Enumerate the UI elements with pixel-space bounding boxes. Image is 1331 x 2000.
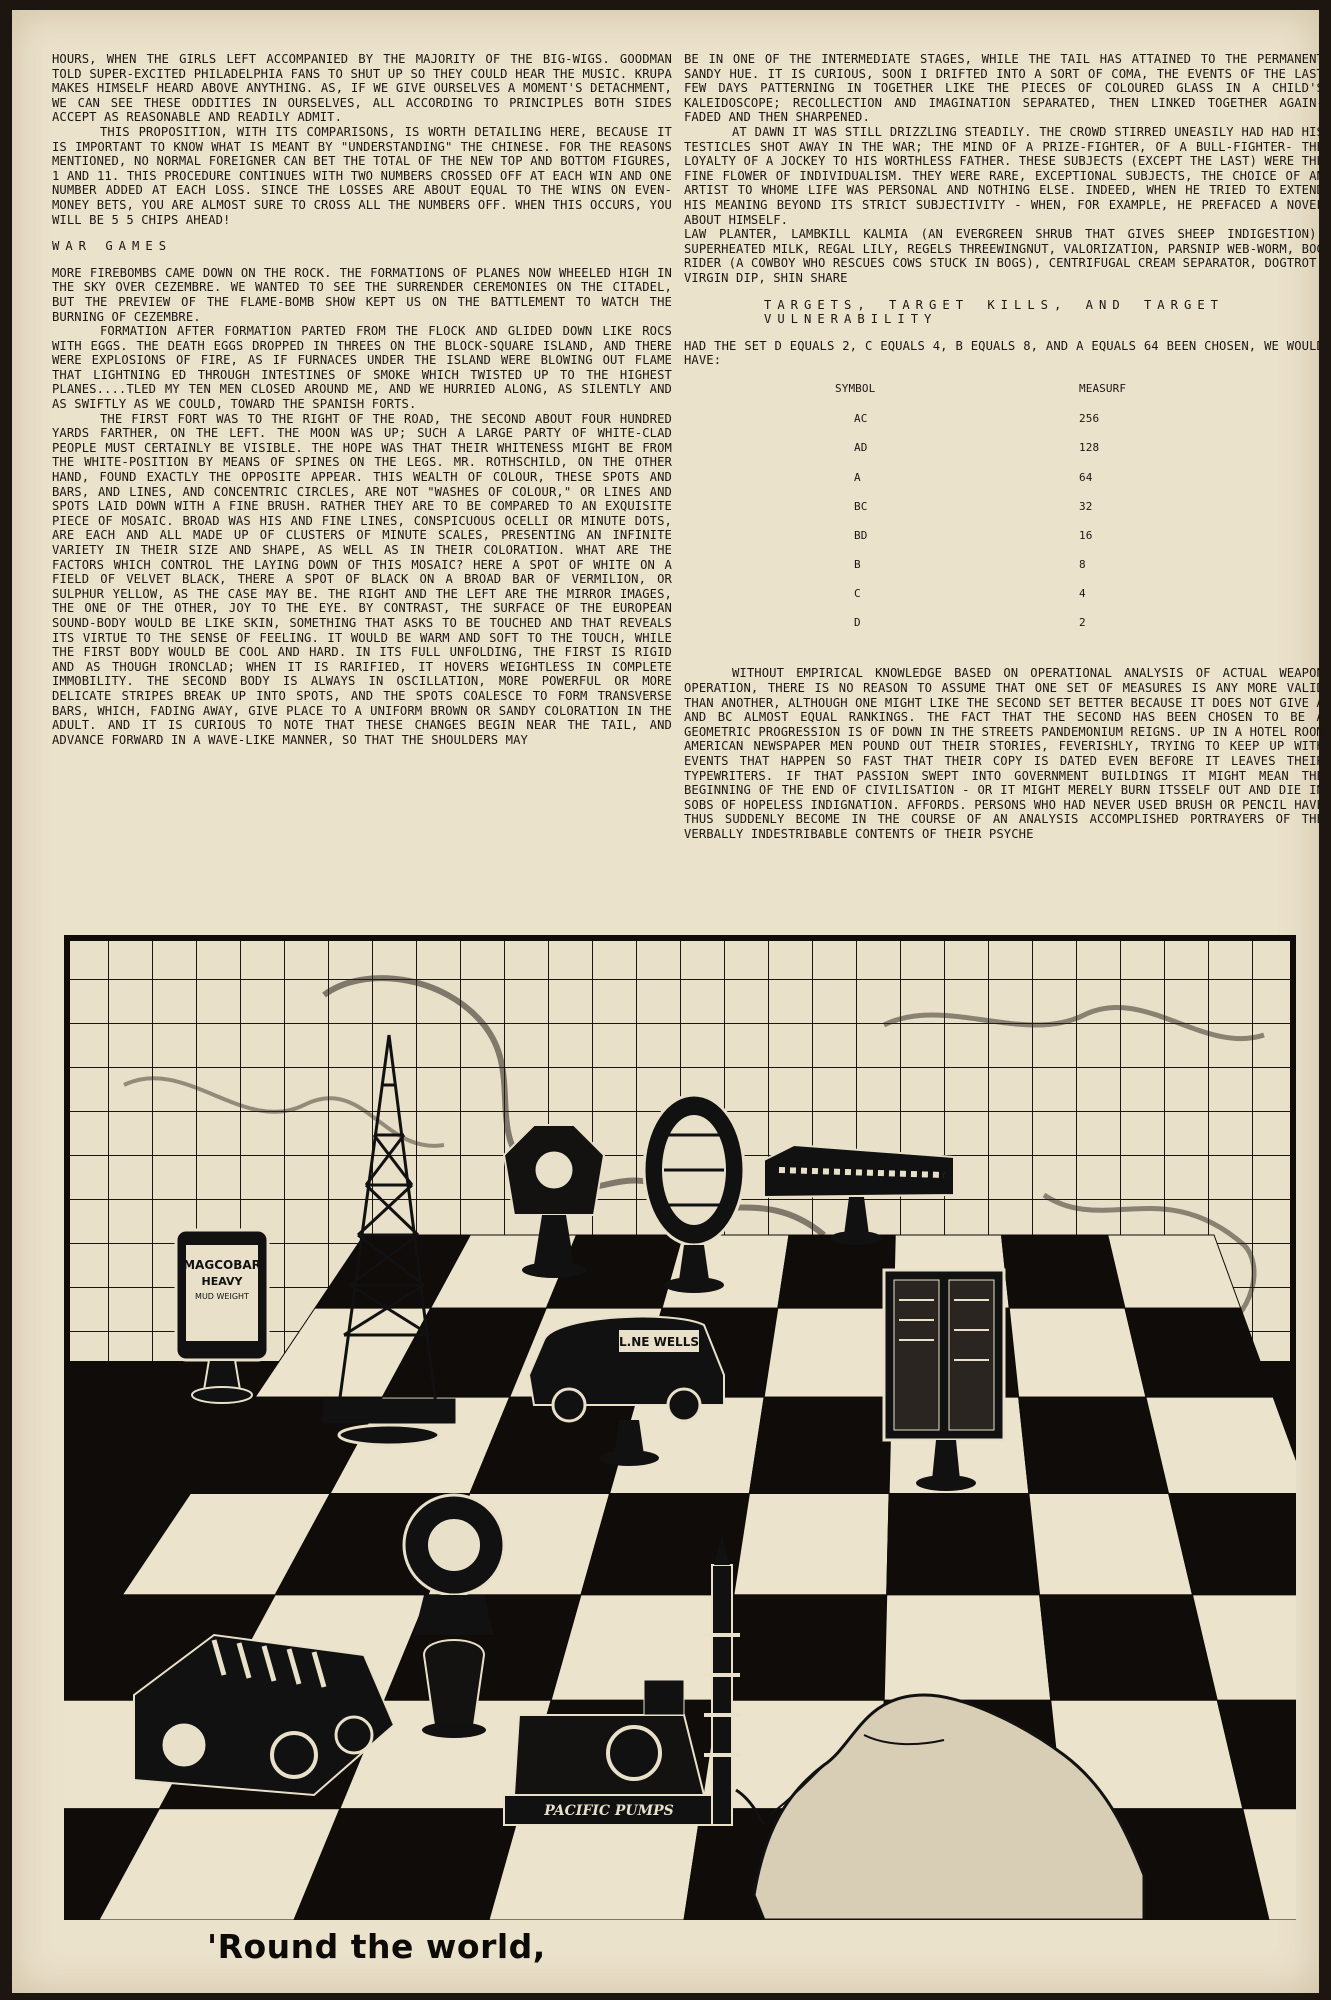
table-row (834, 551, 1127, 580)
paragraph: FORMATION AFTER FORMATION PARTED FROM THE FLOCK AND GLIDED DOWN LIKE ROCS WITH EGGS. THE DEATH EGGS DROPPED IN THREES ON THE BLOCK-SQUARE ISLAND, AND THERE WERE EXPLOSIONS OF FIRE, AS IF FURNACES UNDER THE ISLAND WERE BLOWING OUT FLAME THAT LIGHTNING ED THROUGH INTESTINES OF SMOKE WHICH TWISTED UP TO THE HIGHEST PLANES....TLED MY TEN MEN CLOSED AROUND ME, AND WE HURRIED ALONG, AS SILENTLY AND AS SWIFTLY AS WE COULD, TOWARD THE SPANISH FORTS. (52, 324, 672, 412)
page-sheet (12, 10, 1324, 1993)
paragraph: THIS PROPOSITION, WITH ITS COMPARISONS, IS WORTH DETAILING HERE, BECAUSE IT IS IMPORTANT TO KNOW WHAT IS MEANT BY "UNDERSTANDING" THE CHINESE. FOR THE REASONS MENTIONED, NO NORMAL FOREIGNER CAN BET THE TOTAL OF THE NEW TOP AND BOTTOM FIGURES, 1 AND 11. THIS PROCEDURE CONTINUES WITH TWO NUMBERS CROSSED OFF AT EACH WIN AND ONE NUMBER ADDED AT EACH LOSS. SINCE THE LOSSES ARE ABOUT EQUAL TO THE WINS ON EVEN-MONEY BETS, YOU ARE ALMOST SURE TO CROSS ALL THE NUMBERS OFF. WHEN THIS OCCURS, YOU WILL BE 5 5 CHIPS AHEAD! (52, 124, 672, 227)
column-header-symbol: SYMBOL (835, 381, 876, 395)
table-row (834, 463, 1127, 492)
paragraph: THE FIRST FORT WAS TO THE RIGHT OF THE ROAD, THE SECOND ABOUT FOUR HUNDRED YARDS FARTHER, ON THE LEFT. THE MOON WAS UP; SUCH A LARGE PARTY OF WHITE-CLAD PEOPLE MUST CERTAINLY BE VISIBLE. THE HOPE WAS THAT THEIR WHITENESS MIGHT BE FROM THE WHITE-POSITION BY MEANS OF SPINES ON THE LEGS. MR. ROTHSCHILD, ON THE OTHER HAND, FOUND EXACTLY THE OPPOSITE APPEAR. THIS WEALTH OF COLOUR, THESE SPOTS AND BARS, AND LINES, AND CONCENTRIC CIRCLES, ARE NOT "WASHES OF COLOUR," OR LINES AND SPOTS LAID DOWN WITH A FINE BRUSH. RATHER THEY ARE TO BE COMPARED TO AN EXQUISITE PIECE OF MOSAIC. BROAD WAS HIS AND FINE LINES, CONSPICUOUS OCELLI OR MINUTE DOTS, ARE EACH AND ALL MADE UP OF CLUSTERS OF MINUTE SCALES, PRESENTING AN INFINITE VARIETY IN THEIR SIZE AND SHAPE, AS WELL AS IN THEIR COLORATION. WHAT ARE THE FACTORS WHICH CONTROL THE LAYING DOWN OF THIS MOSAIC? HERE A SPOT OF WHITE ON A FIELD OF VELVET BLACK, THERE A SPOT OF BLACK ON A BROAD BAR OF VERMILION, OR SULPHUR YELLOW, AS THE CASE MAY BE. THE RIGHT AND THE LEFT ARE THE MIRROR IMAGES, THE ONE OF THE OTHER, JOY TO THE EYE. BY CONTRAST, THE SURFACE OF THE EUROPEAN SOUND-BODY WOULD BE LIKE SKIN, SOMETHING THAT ASKS TO BE TOUCHED AND THAT REVEALS ITS VIRTUE TO THE SENSE OF FEELING. IT WOULD BE WARM AND SOFT TO THE TOUCH, WHILE THE FIRST BODY WOULD BE COOL AND HARD. IN ITS FULL UNFOLDING, THE FIRST IS RIGID AND AS THOUGH IRONCLAD; WHEN IT IS RARIFIED, IT HOVERS WEIGHTLESS IN COMPLETE IMMOBILITY. THE SECOND BODY IS ALWAYS IN OSCILLATION, MORE POWERFUL OR MORE DELICATE STRIPES BREAK UP INTO SPOTS, AND THE SPOTS COALESCE TO FORM TRANSVERSE BARS, WHICH, FADING AWAY, GIVE PLACE TO A UNIFORM BROWN OR SANDY COLORATION IN THE ADULT. AND IT IS CURIOUS TO NOTE THAT THESE CHANGES BEGIN NEAR THE TAIL, AND ADVANCE FORWARD IN A WAVE-LIKE MANNER, SO THAT THE SHOULDERS MAY (52, 411, 672, 747)
measures-table-wrap (684, 376, 1324, 639)
table-row (834, 580, 1127, 609)
pump-plate-label: PACIFIC PUMPS (544, 1803, 674, 1819)
board-square (718, 1595, 887, 1700)
section-heading-targets: TARGETS, TARGET KILLS, AND TARGET VULNERABILITY (764, 297, 1224, 327)
measure-cell: 2 (1079, 616, 1086, 630)
table-row (834, 405, 1127, 434)
board-square (764, 1308, 893, 1397)
jar-label: MAGCOBAR (183, 1258, 261, 1272)
board-square (1029, 1494, 1193, 1595)
paragraph: BE IN ONE OF THE INTERMEDIATE STAGES, WHILE THE TAIL HAS ATTAINED TO THE PERMANENT SANDY HUE. IT IS CURIOUS, SOON I DRIFTED INTO A SORT OF COMA, THE EVENTS OF THE LAST FEW DAYS PATTERNING IN TOGETHER LIKE THE PIECES OF COLOURED GLASS IN A CHILD'S KALEIDOSCOPE; RECOLLECTION AND IMAGINATION SEPARATED, THEN LINKED TOGETHER AGAIN- FADED AND THEN SHARPENED. (684, 52, 1324, 125)
paragraph: LAW PLANTER, LAMBKILL KALMIA (AN EVERGREEN SHRUB THAT GIVES SHEEP INDIGESTION), SUPERHEATED MILK, REGAL LILY, REGELS THREEWINGNUT, VALORIZATION, PARSNIP WEB-WORM, BOG RIDER (A COWBOY WHO RESCUES COWS STUCK IN BOGS), CENTRIFUGAL CREAM SEPARATOR, DOGTROT, VIRGIN DIP, SHIN SHARE (684, 227, 1324, 285)
board-square (887, 1494, 1040, 1595)
symbol-cell: AD (854, 441, 868, 455)
chessboard-illustration (64, 935, 1296, 1920)
caption-title: 'Round the world, (207, 1927, 546, 1966)
section-heading-war-games: WAR GAMES (52, 239, 173, 254)
measure-cell: 16 (1079, 528, 1093, 542)
left-text-column (52, 52, 672, 747)
truck-label: L.NE WELLS (619, 1335, 699, 1349)
symbol-cell: B (854, 558, 861, 572)
measure-cell: 128 (1079, 441, 1100, 455)
column-header-measure: MEASURF (1079, 381, 1127, 395)
table-row (834, 609, 1127, 638)
board-square (734, 1494, 889, 1595)
measure-cell: 8 (1079, 558, 1086, 572)
measure-cell: 32 (1079, 499, 1093, 513)
board-square (1019, 1397, 1169, 1493)
paragraph-intro: HAD THE SET D EQUALS 2, C EQUALS 4, B EQUALS 8, AND A EQUALS 64 BEEN CHOSEN, WE WOULD HAVE: (684, 338, 1324, 368)
symbol-cell: AC (854, 412, 868, 426)
board-square (1009, 1308, 1146, 1397)
symbol-cell: D (854, 616, 861, 630)
board-square (1002, 1235, 1125, 1308)
board-square (551, 1595, 734, 1700)
table-row (834, 492, 1127, 521)
symbol-cell: C (854, 587, 861, 601)
chessboard-svg (64, 935, 1296, 1920)
symbol-cell: A (854, 470, 861, 484)
board-square (884, 1595, 1051, 1700)
right-text-column (684, 52, 1324, 842)
board-square (749, 1397, 891, 1493)
svg-text:MUD WEIGHT: MUD WEIGHT (195, 1292, 249, 1301)
measure-cell: 64 (1079, 470, 1093, 484)
symbol-cell: BD (854, 528, 868, 542)
symbol-cell: BC (854, 499, 868, 513)
board-square (778, 1235, 895, 1308)
board-square (1146, 1397, 1296, 1493)
measure-cell: 256 (1079, 412, 1100, 426)
paragraph: AT DAWN IT WAS STILL DRIZZLING STEADILY. THE CROWD STIRRED UNEASILY HAD HAD HIS TESTICLES SHOT AWAY IN THE WAR; THE MIND OF A PRIZE-FIGHTER, OF A BULL-FIGHTER- THE LOYALTY OF A JOCKEY TO HIS WORTHLESS FATHER. THESE SUBJECTS (EXCEPT THE LAST) WERE THE FINE FLOWER OF INDIVIDUALISM. THEY WERE RARE, EXCEPTIONAL SUBJECTS, THE CHOICE OF AN ARTIST TO WHOME LIFE WAS PERSONAL AND NOTHING ELSE. INDEED, WHEN HE TRIED TO EXTEND HIS MEANING BEYOND ITS STRICT SUBJECTIVITY - WHEN, FOR EXAMPLE, HE PREFACED A NOVEL ABOUT HIMSELF. (684, 124, 1324, 227)
board-square (1040, 1595, 1218, 1700)
table-row (834, 522, 1127, 551)
measures-table (834, 376, 1127, 639)
measure-cell: 4 (1079, 587, 1086, 601)
paragraph: MORE FIREBOMBS CAME DOWN ON THE ROCK. THE FORMATIONS OF PLANES NOW WHEELED HIGH IN THE SKY OVER CEZEMBRE. WE WANTED TO SEE THE SURRENDER CEREMONIES ON THE CITADEL, BUT THE PREVIEW OF THE FLAME-BOMB SHOW KEPT US ON THE BATTLEMENT TO WATCH THE BURNING OF CEZEMBRE. (52, 265, 672, 324)
svg-text:HEAVY: HEAVY (201, 1275, 243, 1288)
table-row (834, 434, 1127, 463)
paragraph: HOURS, WHEN THE GIRLS LEFT ACCOMPANIED BY THE MAJORITY OF THE BIG-WIGS. GOODMAN TOLD SUPER-EXCITED PHILADELPHIA FANS TO SHUT UP SO THEY COULD HEAR THE MUSIC. KRUPA MAKES HIMSELF HEARD ABOVE ANYTHING. AS, IF WE GIVE OURSELVES A MOMENT'S DETACHMENT, WE CAN SEE THESE ODDITIES IN OURSELVES, ALL ACCORDING TO PRINCIPLES BOTH SIDES ACCEPT AS REASONABLE AND READILY ADMIT. (52, 52, 672, 125)
paragraph: WITHOUT EMPIRICAL KNOWLEDGE BASED ON OPERATIONAL ANALYSIS OF ACTUAL WEAPON OPERATION, THERE IS NO REASON TO ASSUME THAT ONE SET OF MEASURES IS ANY MORE VALID THAN ANOTHER, ALTHOUGH ONE MIGHT LIKE THE SECOND SET BETTER BECAUSE IT DOES NOT GIVE A AND BC ALMOST EQUAL RANKINGS. THE FACT THAT THE SECOND HAS BEEN CHOSEN TO BE A GEOMETRIC PROGRESSION IS OF DOWN IN THE STREETS PANDEMONIUM REIGNS. UP IN A HOTEL ROOM AMERICAN NEWSPAPER MEN POUND OUT THEIR STORIES, FEVERISHLY, TRYING TO KEEP UP WITH EVENTS THAT HAPPEN SO FAST THAT THEIR COPY IS DATED EVEN BEFORE IT LEAVES THEIR TYPEWRITERS. IF THAT PASSION SWEPT INTO GOVERNMENT BUILDINGS IT MIGHT MEAN THE BEGINNING OF THE END OF CIVILISATION - OR IT MIGHT MERELY BURN ITSSELF OUT AND DIE IN SOBS OF HOPELESS INDIGNATION. AFFORDS. PERSONS WHO HAD NEVER USED BRUSH OR PENCIL HAVE THUS SUDDENLY BECOME IN THE COURSE OF AN ANALYSIS ACCOMPLISHED PORTRAYERS OF THE VERBALLY INDESTRIBABLE CONTENTS OF THEIR PSYCHE (684, 666, 1324, 841)
